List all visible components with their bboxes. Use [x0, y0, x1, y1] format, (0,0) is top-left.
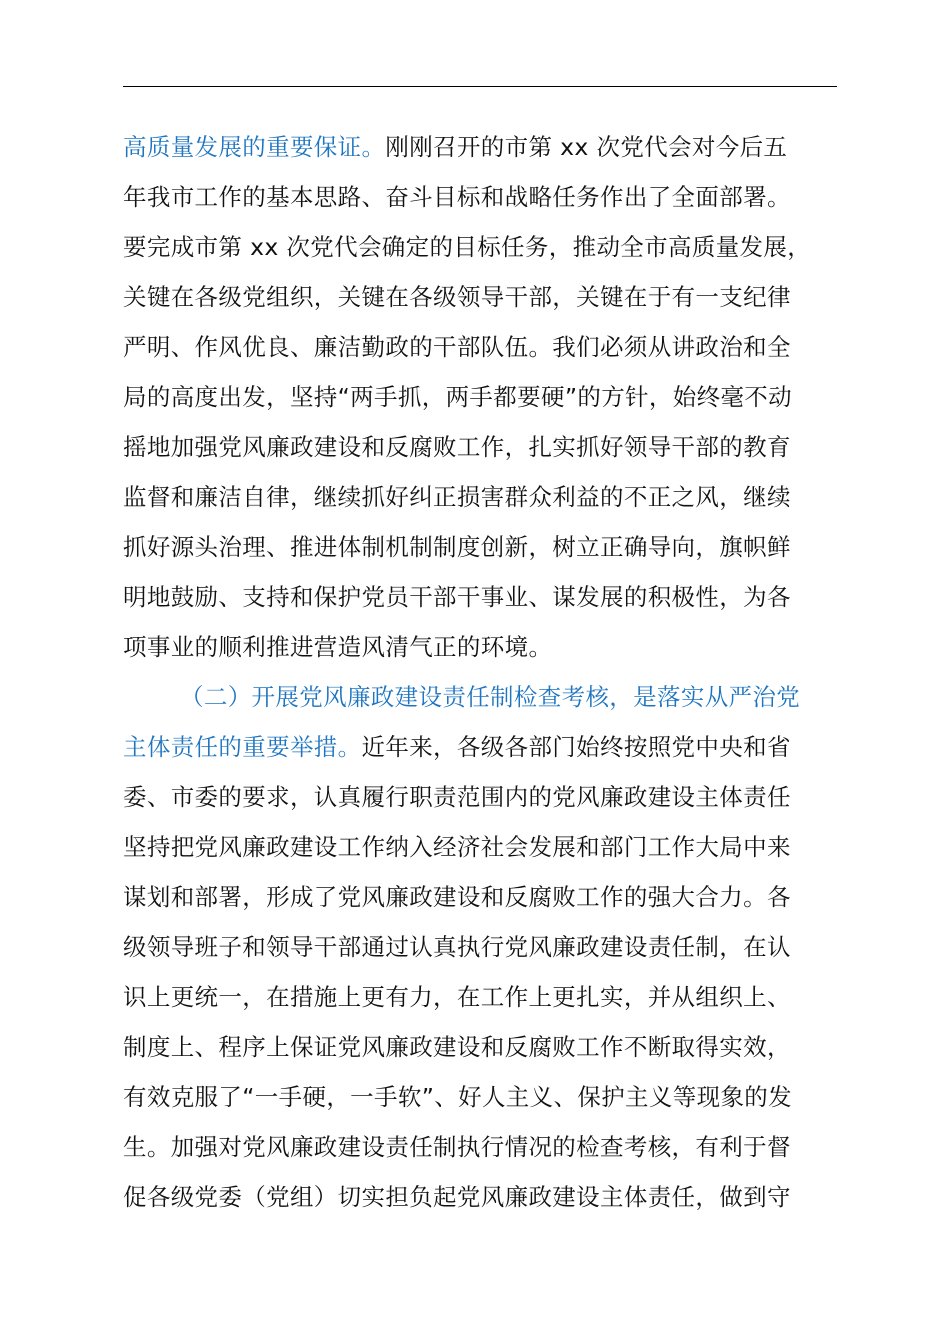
line-text: 关键在各级党组织，关键在各级领导干部，关键在于有一支纪律 [123, 283, 791, 311]
line-text: 近年来，各级各部门始终按照党中央和省 [361, 733, 791, 761]
text-line [123, 122, 837, 172]
text-line [123, 572, 837, 622]
line-text: 明地鼓励、支持和保护党员干部干事业、谋发展的积极性，为各 [123, 583, 791, 611]
text-line [123, 722, 837, 772]
text-line [123, 422, 837, 472]
line-text: 局的高度出发，坚持“两手抓，两手都要硬”的方针，始终毫不动 [123, 383, 792, 411]
line-text: 促各级党委（党组）切实担负起党风廉政建设主体责任，做到守 [123, 1183, 791, 1211]
line-text: 要完成市第 xx 次党代会确定的目标任务，推动全市高质量发展， [123, 233, 812, 261]
line-text: 抓好源头治理、推进体制机制制度创新，树立正确导向，旗帜鲜 [123, 533, 791, 561]
line-text: 严明、作风优良、廉洁勤政的干部队伍。我们必须从讲政治和全 [123, 333, 791, 361]
line-text: 级领导班子和领导干部通过认真执行党风廉政建设责任制，在认 [123, 933, 791, 961]
highlighted-phrase: 主体责任的重要举措。 [123, 733, 362, 761]
text-line [123, 1122, 837, 1172]
text-line [123, 1022, 837, 1072]
text-line [123, 272, 837, 322]
body-text [123, 122, 837, 1222]
text-line [123, 1172, 837, 1222]
highlighted-phrase: 高质量发展的重要保证。 [123, 133, 386, 161]
text-line [123, 922, 837, 972]
line-text: 识上更统一，在措施上更有力，在工作上更扎实，并从组织上、 [123, 983, 791, 1011]
line-text: 谋划和部署，形成了党风廉政建设和反腐败工作的强大合力。各 [123, 883, 791, 911]
line-text: 摇地加强党风廉政建设和反腐败工作，扎实抓好领导干部的教育 [123, 433, 791, 461]
text-line [123, 972, 837, 1022]
text-line [123, 1072, 837, 1122]
text-line [123, 372, 837, 422]
text-line [123, 322, 837, 372]
text-line [123, 472, 837, 522]
text-line [123, 222, 837, 272]
line-text: 监督和廉洁自律，继续抓好纠正损害群众利益的不正之风，继续 [123, 483, 791, 511]
line-text: 制度上、程序上保证党风廉政建设和反腐败工作不断取得实效， [123, 1033, 791, 1061]
line-text: 委、市委的要求，认真履行职责范围内的党风廉政建设主体责任 [123, 783, 791, 811]
header-rule [123, 86, 837, 87]
text-line [123, 522, 837, 572]
text-line [123, 622, 837, 672]
text-line [123, 822, 837, 872]
line-text: 有效克服了“一手硬，一手软”、好人主义、保护主义等现象的发 [123, 1083, 792, 1111]
text-line [123, 772, 837, 822]
line-text: 年我市工作的基本思路、奋斗目标和战略任务作出了全面部署。 [123, 183, 791, 211]
section-heading-line [123, 672, 837, 722]
line-text: 坚持把党风廉政建设工作纳入经济社会发展和部门工作大局中来 [123, 833, 791, 861]
text-line [123, 872, 837, 922]
line-text: 生。加强对党风廉政建设责任制执行情况的检查考核，有利于督 [123, 1133, 791, 1161]
text-line [123, 172, 837, 222]
line-text: 项事业的顺利推进营造风清气正的环境。 [123, 633, 553, 661]
line-text: 刚刚召开的市第 xx 次党代会对今后五 [385, 133, 788, 161]
section-heading: （二）开展党风廉政建设责任制检查考核，是落实从严治党 [180, 683, 801, 711]
